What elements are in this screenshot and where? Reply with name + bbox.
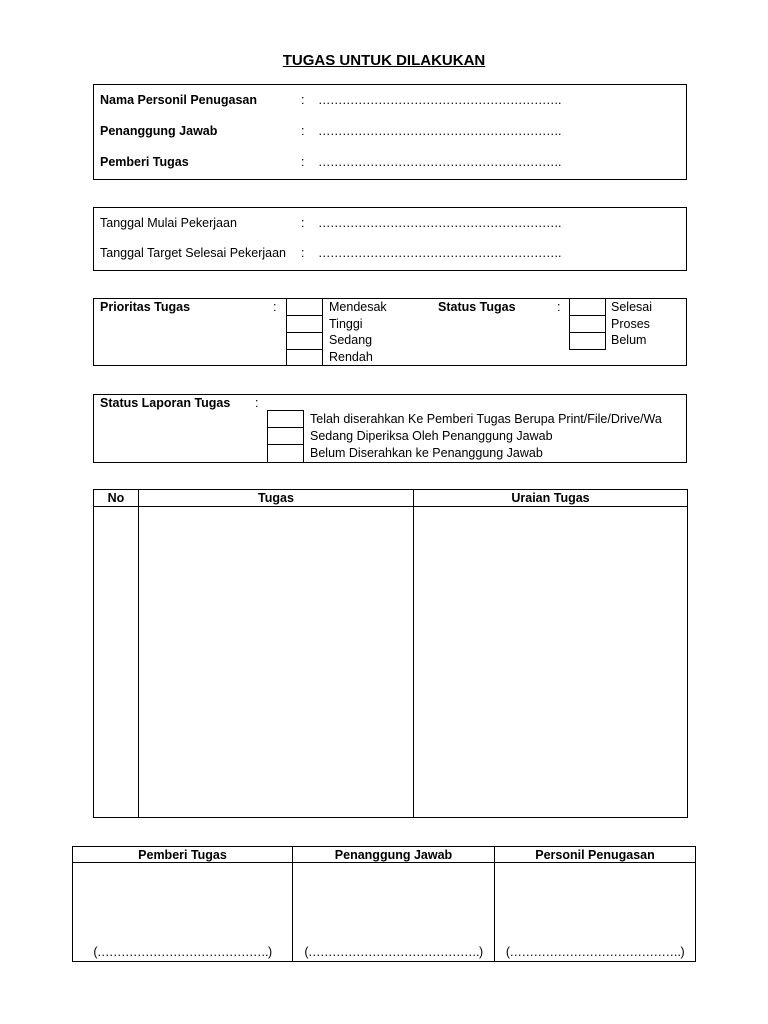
priority-checkbox-mendesak[interactable]: [286, 298, 323, 316]
signature-cell-personnel[interactable]: [495, 863, 696, 962]
report-option-reviewing: Sedang Diperiksa Oleh Penanggung Jawab: [310, 429, 553, 443]
personnel-box: [93, 84, 687, 180]
priority-option-rendah: Rendah: [329, 350, 373, 364]
task-header-tugas: Tugas: [139, 490, 414, 507]
priority-status-box: [93, 298, 687, 366]
responsible-label: Penanggung Jawab: [100, 124, 218, 138]
personnel-name-label: Nama Personil Penugasan: [100, 93, 258, 107]
signature-header-responsible: Penanggung Jawab: [293, 847, 495, 863]
status-checkbox-proses[interactable]: [569, 315, 606, 333]
page-title: TUGAS UNTUK DILAKUKAN: [282, 52, 486, 69]
personnel-name-field[interactable]: …………………………………………………….: [318, 93, 561, 107]
priority-option-tinggi: Tinggi: [329, 317, 363, 331]
assigner-label: Pemberi Tugas: [100, 155, 189, 169]
task-cell-no[interactable]: [94, 507, 139, 818]
status-checkbox-selesai[interactable]: [569, 298, 606, 316]
report-checkbox-submitted[interactable]: [267, 410, 304, 428]
status-colon: :: [557, 300, 561, 314]
signature-table: [72, 846, 696, 962]
target-date-field[interactable]: …………………………………………………….: [318, 246, 561, 260]
task-cell-tugas[interactable]: [139, 507, 414, 818]
report-option-not-submitted: Belum Diserahkan ke Penanggung Jawab: [310, 446, 543, 460]
assigner-colon: :: [301, 155, 305, 169]
priority-colon: :: [273, 300, 277, 314]
start-date-colon: :: [301, 216, 305, 230]
signature-line-assigner: (…………………………………….): [93, 945, 272, 959]
responsible-colon: :: [301, 124, 305, 138]
priority-label: Prioritas Tugas: [100, 300, 191, 314]
target-date-colon: :: [301, 246, 305, 260]
report-status-label: Status Laporan Tugas: [100, 396, 231, 410]
priority-option-mendesak: Mendesak: [329, 300, 387, 314]
assigner-field[interactable]: …………………………………………………….: [318, 155, 561, 169]
personnel-name-colon: :: [301, 93, 305, 107]
signature-cell-assigner[interactable]: [73, 863, 293, 962]
status-label: Status Tugas: [438, 300, 516, 314]
signature-header-assigner: Pemberi Tugas: [73, 847, 293, 863]
report-option-submitted: Telah diserahkan Ke Pemberi Tugas Berupa Print/File/Drive/Wa: [310, 412, 662, 426]
task-header-uraian: Uraian Tugas: [414, 490, 688, 507]
status-option-belum: Belum: [611, 333, 647, 347]
dates-box: [93, 207, 687, 271]
status-option-proses: Proses: [611, 317, 650, 331]
start-date-field[interactable]: …………………………………………………….: [318, 216, 561, 230]
signature-header-personnel: Personil Penugasan: [495, 847, 696, 863]
report-checkbox-not-submitted[interactable]: [267, 444, 304, 463]
priority-option-sedang: Sedang: [329, 333, 373, 347]
signature-line-responsible: (…………………………………….): [304, 945, 483, 959]
task-table: [93, 489, 688, 818]
responsible-field[interactable]: …………………………………………………….: [318, 124, 561, 138]
start-date-label: Tanggal Mulai Pekerjaan: [100, 216, 237, 230]
task-header-no: No: [94, 490, 139, 507]
report-status-colon: :: [255, 396, 259, 410]
report-checkbox-reviewing[interactable]: [267, 427, 304, 445]
signature-cell-responsible[interactable]: [293, 863, 495, 962]
target-date-label: Tanggal Target Selesai Pekerjaan: [100, 246, 287, 260]
priority-checkbox-rendah[interactable]: [286, 349, 323, 366]
report-status-box: [93, 394, 687, 463]
priority-checkbox-sedang[interactable]: [286, 332, 323, 350]
status-checkbox-belum[interactable]: [569, 332, 606, 350]
status-option-selesai: Selesai: [611, 300, 652, 314]
signature-line-personnel: (…………………………………….): [505, 945, 685, 959]
task-cell-uraian[interactable]: [414, 507, 688, 818]
priority-checkbox-tinggi[interactable]: [286, 315, 323, 333]
